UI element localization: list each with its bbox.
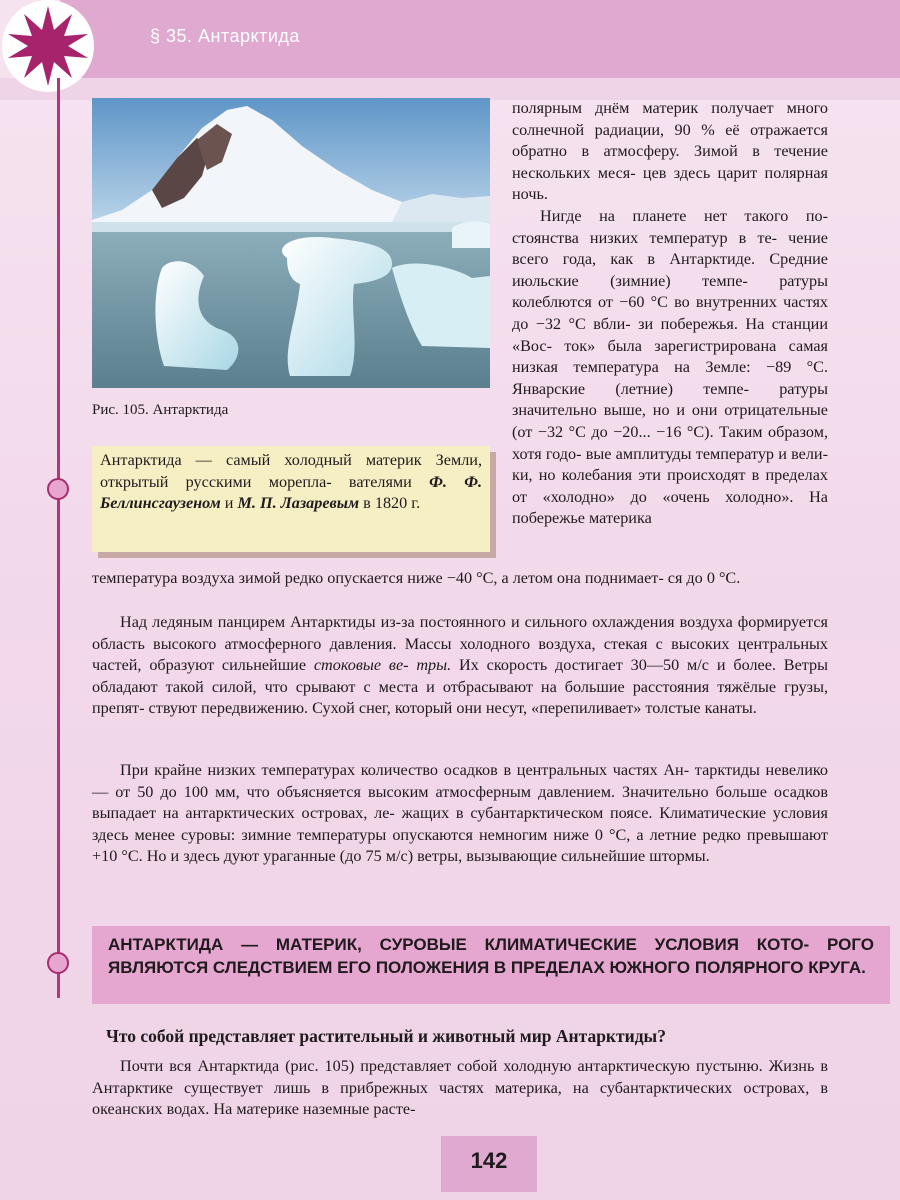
page-number: 142 [470,1148,508,1173]
definition-and: и [224,494,234,513]
continuation-text [92,568,828,590]
right-column-text [512,98,828,530]
star-icon [0,0,110,100]
paragraph-temperatures: Нигде на планете нет такого по- стоянства низких температур в те- чение всего года, как в Антарктиде. Средние июльские (зимние) темпе- ратуры колеблются от −60 °С во внутренних частях до −32 °С вбли- зи побережья. На станции «Вос- ток» была зарегистрирована самая низкая температура на Земле: −89 °С. Январские (летние) темпе- ратуры значительно выше, но и они отрицательные (от −32 °С до −20... −16 °С). Таким образом, хотя годо- вые амплитуды температур и вели- ки, но колебания эти происходят в пределах от «холодно» до «очень холодно». На побережье материка [512,206,828,528]
margin-bullet-key-statement [47,952,69,974]
paragraph-flora-fauna: Почти вся Антарктида (рис. 105) представляет собой холодную антарктическую пустыню. Жизнь в Антарктике существует лишь в прибрежных частях материка, на субантарктических островах, в океанских водах. На материке наземные расте- [92,1057,828,1119]
antarctica-photo [92,98,490,388]
paragraph-coast-temperature: температура воздуха зимой редко опускается ниже −40 °С, а летом она поднимает- ся до 0 °С. [92,569,741,587]
winds-text-end: Их скорость достигает 30—50 м/с и более. Ветры обладают такой силой, что срывают с места и отбрасывают на большие расстояния тяжёлые грузы, препят- ствуют передвижению. Сухой снег, который они несут, «перепиливает» толстые канаты. [92,656,829,718]
figure-caption: Рис. 105. Антарктида [92,402,229,418]
definition-name-lazarev: М. П. Лазаревым [237,494,360,513]
section-title: § 35. Антарктида [150,26,300,46]
definition-text-end: в 1820 г. [363,494,421,513]
section-question: Что собой представляет растительный и животный мир Антарктиды? [106,1026,666,1046]
precipitation-text [92,760,828,868]
winds-text [92,612,828,720]
winds-text-start: Над ледяным панцирем Антарктиды из-за постоянного и сильного охлаждения воздуха формируется область высокого атмосферного давления. Массы холодного воздуха, стекая с высоких центральных частей, образуют сильнейшие [92,613,828,675]
flora-fauna-text [92,1056,828,1121]
definition-box [92,446,490,552]
key-statement-box: АНТАРКТИДА — МАТЕРИК, СУРОВЫЕ КЛИМАТИЧЕСКИЕ УСЛОВИЯ КОТО- РОГО ЯВЛЯЮТСЯ СЛЕДСТВИЕМ ЕГО ПОЛОЖЕНИЯ В ПРЕДЕЛАХ ЮЖНОГО ПОЛЯРНОГО КРУГА. [92,926,890,1004]
header-band-lower [0,78,900,100]
definition-text-start: Антарктида — самый холодный материк Земли, открытый русскими морепла- вателями [100,451,482,491]
paragraph-winds [92,612,828,720]
paragraph-precipitation: При крайне низких температурах количество осадков в центральных частях Ан- тарктиды невелико — от 50 до 100 мм, что объясняется высоким атмосферным давлением. Значительно больше осадков выпадает на антарктических островах, ле- жащих в субантарктическом поясе. Климатические условия здесь менее суровы: зимние температуры опускаются немногим ниже 0 °С, а летние редко превышают +10 °С. Но и здесь дуют ураганные (до 75 м/с) ветры, вызывающие сильнейшие штормы. [92,761,828,866]
winds-term: стоковые ве- тры. [313,656,452,675]
paragraph-solar-radiation: полярным днём материк получает много солнечной радиации, 90 % её отражается обратно в атмосферу. Зимой в течение нескольких меся- цев здесь царит полярная ночь. [512,99,828,204]
definition-name-bellingshausen: Ф. Ф. Беллинсгаузеном [100,472,483,513]
margin-line [57,78,60,998]
margin-bullet-definition [47,478,69,500]
